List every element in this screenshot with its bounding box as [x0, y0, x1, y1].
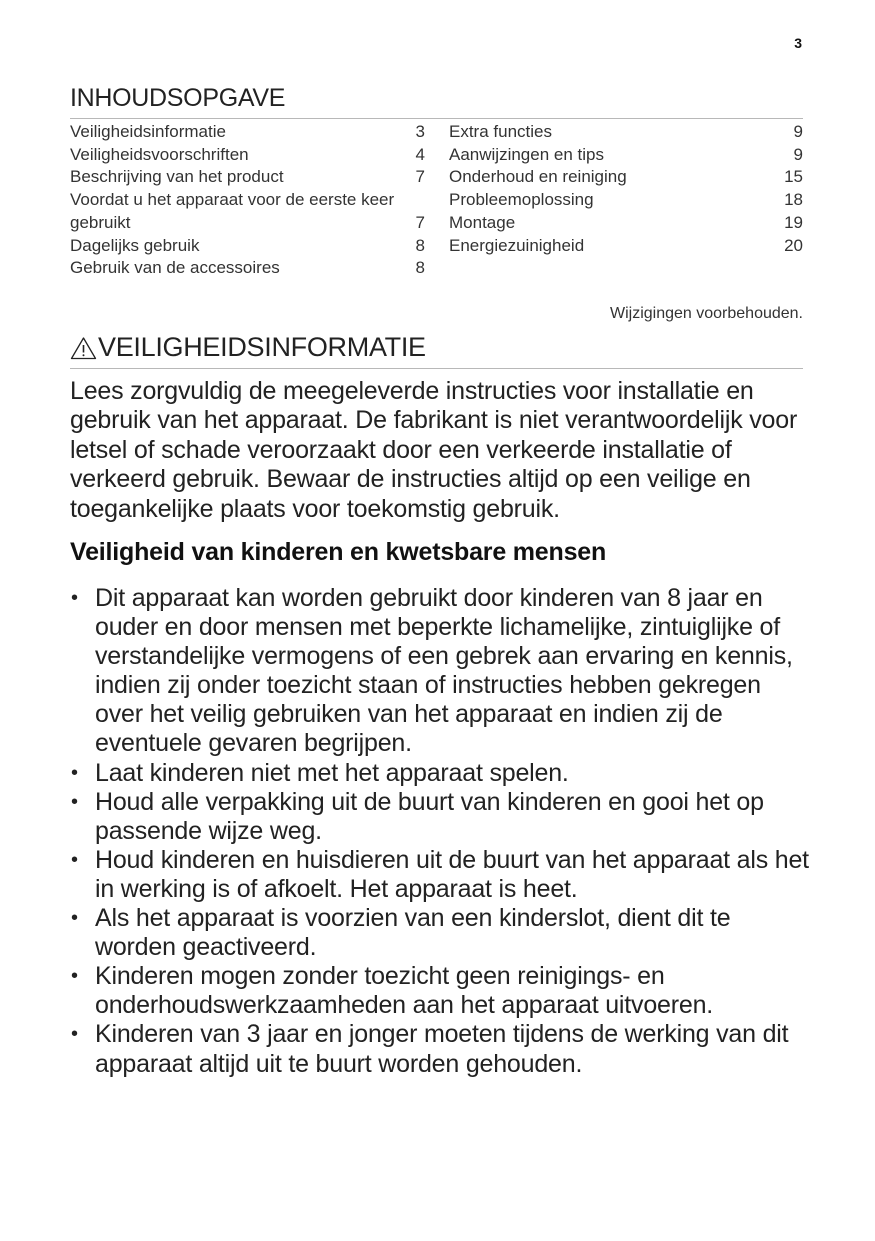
- safety-section-title: [70, 332, 426, 363]
- toc-entry-label: Montage: [449, 212, 516, 232]
- toc-entry-page: 9: [793, 144, 803, 164]
- toc-entry-label: Voordat u het apparaat voor de eerste keer: [70, 190, 395, 210]
- toc-entry[interactable]: [70, 212, 425, 235]
- list-item: [70, 904, 810, 962]
- toc-entry-label: Veiligheidsinformatie: [70, 122, 226, 141]
- list-item-text: Als het apparaat is voorzien van een kinderslot, dient dit te worden geactiveerd.: [95, 904, 731, 962]
- toc-right-column: [449, 121, 803, 257]
- list-item-text: Kinderen mogen zonder toezicht geen reinigings- en onderhoudswerkzaamheden aan het apparaat uitvoeren.: [95, 962, 714, 1020]
- toc-entry-label: Onderhoud en reiniging: [449, 167, 627, 187]
- list-item-text: Kinderen van 3 jaar en jonger moeten tijdens de werking van dit apparaat altijd uit te buurt worden gehouden.: [95, 1020, 789, 1078]
- toc-entry-label: Dagelijks gebruik: [70, 235, 200, 255]
- toc-entry-page: 19: [784, 212, 803, 232]
- toc-entry-label: Veiligheidsvoorschriften: [70, 144, 249, 164]
- list-item-text: Houd alle verpakking uit de buurt van kinderen en gooi het op passende wijze weg.: [95, 787, 764, 845]
- toc-entry-page: 7: [415, 167, 425, 187]
- toc-entry[interactable]: [449, 166, 803, 189]
- toc-entry[interactable]: [449, 121, 803, 144]
- bullet-icon: •: [71, 761, 78, 784]
- toc-entry[interactable]: [70, 257, 425, 280]
- toc-entry-page: 18: [784, 190, 803, 210]
- safety-title-text: VEILIGHEIDSINFORMATIE: [98, 332, 426, 362]
- toc-entry-label: Beschrijving van het product: [70, 167, 284, 187]
- toc-divider: [70, 118, 803, 119]
- toc-entry-label: Gebruik van de accessoires: [70, 258, 280, 278]
- children-safety-list: [70, 584, 810, 1079]
- toc-entry[interactable]: [70, 166, 425, 189]
- intro-paragraph: Lees zorgvuldig de meegeleverde instructies voor installatie en gebruik van het apparaat. De fabrikant is niet verantwoordelijk voor letsel of schade veroorzaakt door een verkeerde installatie of verkeerd gebruik. Bewaar de instructies altijd op een veilige en toegankelijke plaats voor toekomstig gebruik.: [70, 377, 798, 523]
- bullet-icon: •: [71, 587, 78, 609]
- changes-note: Wijzigingen voorbehouden.: [609, 305, 803, 322]
- safety-divider: [70, 368, 803, 369]
- toc-entry[interactable]: [449, 189, 803, 212]
- toc-entry[interactable]: [70, 144, 425, 167]
- list-item: [70, 962, 810, 1020]
- toc-entry[interactable]: [70, 235, 425, 258]
- toc-entry-label: Energiezuinigheid: [449, 235, 585, 255]
- children-safety-heading: Veiligheid van kinderen en kwetsbare mensen: [70, 538, 607, 566]
- list-item-text: Laat kinderen niet met het apparaat spelen.: [95, 758, 569, 787]
- toc-title: INHOUDSOPGAVE: [70, 84, 286, 112]
- toc-entry[interactable]: [449, 144, 803, 167]
- toc-entry-page: 20: [784, 235, 803, 255]
- list-item: [70, 1020, 810, 1078]
- toc-entry[interactable]: [449, 212, 803, 235]
- toc-entry[interactable]: [70, 189, 425, 212]
- toc-entry-page: 3: [415, 122, 425, 141]
- list-item: [70, 584, 810, 759]
- toc-entry-page: 9: [793, 122, 803, 141]
- page-number: 3: [794, 35, 802, 51]
- toc-entry[interactable]: [70, 121, 425, 144]
- toc-entry-page: 7: [415, 212, 425, 232]
- toc-entry-label: Extra functies: [449, 122, 552, 141]
- toc-entry-page: 8: [415, 235, 425, 255]
- bullet-icon: •: [71, 907, 78, 930]
- bullet-icon: •: [71, 965, 78, 988]
- toc-entry-label: Aanwijzingen en tips: [449, 144, 604, 164]
- toc-entry-label: Probleemoplossing: [449, 190, 594, 210]
- list-item-text: Houd kinderen en huisdieren uit de buurt van het apparaat als het in werking is of afkoelt. Het apparaat is heet.: [95, 845, 809, 903]
- list-item: [70, 788, 810, 846]
- toc-entry-page: 8: [415, 258, 425, 278]
- toc-left-column: [70, 121, 425, 280]
- toc-entry[interactable]: [449, 235, 803, 258]
- toc-entry-label: gebruikt: [70, 212, 131, 232]
- list-item: [70, 759, 810, 788]
- bullet-icon: •: [71, 1023, 78, 1046]
- list-item: [70, 846, 810, 904]
- toc-entry-page: 4: [415, 144, 425, 164]
- bullet-icon: •: [71, 790, 78, 813]
- warning-icon: [70, 336, 97, 360]
- bullet-icon: •: [71, 848, 78, 871]
- list-item-text: Dit apparaat kan worden gebruikt door kinderen van 8 jaar en ouder en door mensen met beperkte lichamelijke, zintuiglijke of verstandelijke vermogens of een gebrek aan ervaring en kennis, indien zij onder toezicht staan of instructies hebben gekregen over het veilig gebruiken van het apparaat en indien zij de eventuele gevaren begrijpen.: [95, 584, 793, 758]
- toc-entry-page: 15: [784, 167, 803, 187]
